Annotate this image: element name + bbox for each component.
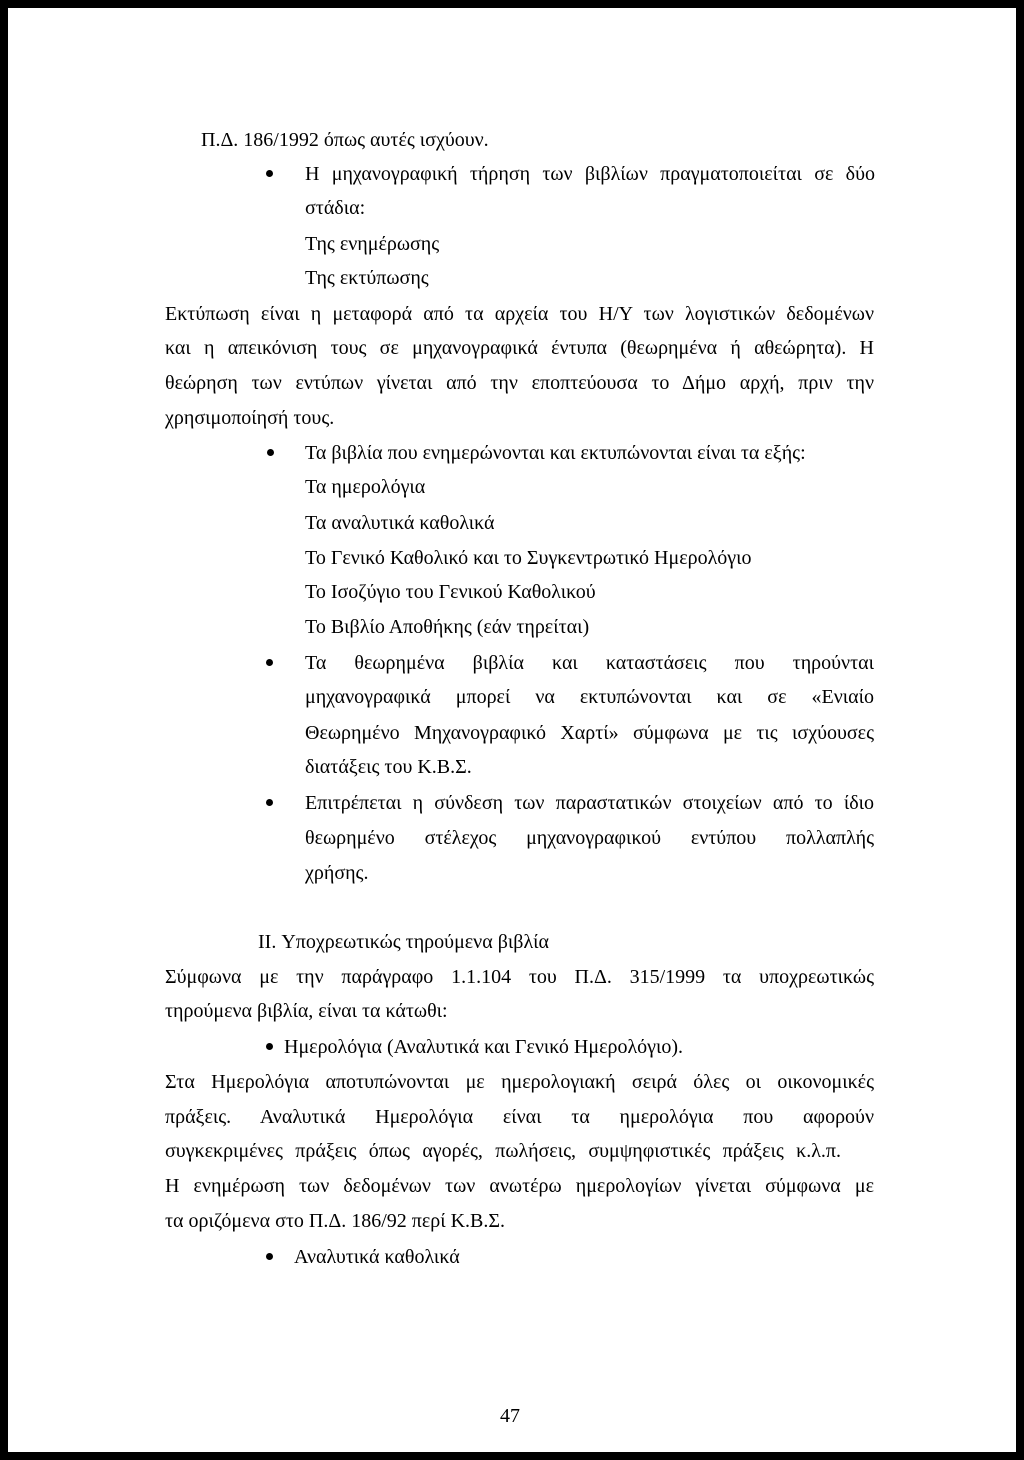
text-line: τα οριζόμενα στο Π.Δ. 186/92 περί Κ.Β.Σ. [165, 1210, 506, 1232]
text-line: πράξεις. Αναλυτικά Ημερολόγια είναι τα ημερολόγια που αφορούν [165, 1106, 874, 1128]
section-heading: II. Υποχρεωτικώς τηρούμενα βιβλία [258, 931, 549, 953]
text-line: Εκτύπωση είναι η μεταφορά από τα αρχεία του Η/Υ των λογιστικών δεδομένων [165, 303, 874, 325]
text-line: μηχανογραφικά μπορεί να εκτυπώνονται και σε «Ενιαίο [305, 686, 874, 708]
text-line: διατάξεις του Κ.Β.Σ. [305, 756, 472, 778]
text-line: Ημερολόγια (Αναλυτικά και Γενικό Ημερολόγιο). [284, 1036, 684, 1058]
text-line: Το Ισοζύγιο του Γενικού Καθολικού [305, 581, 596, 603]
bullet-icon [266, 659, 273, 666]
text-line: Τα αναλυτικά καθολικά [305, 512, 495, 534]
text-line: θεώρηση των εντύπων γίνεται από την εποπτεύουσα το Δήμο αρχή, πριν την [165, 372, 874, 394]
text-line: Θεωρημένο Μηχανογραφικό Χαρτί» σύμφωνα με τις ισχύουσες [305, 722, 874, 744]
bullet-icon [266, 170, 273, 177]
text-line: Τα ημερολόγια [305, 476, 426, 498]
text-line: χρησιμοποίησή τους. [165, 407, 335, 429]
page-number: 47 [500, 1405, 520, 1427]
text-line: και η απεικόνιση τους σε μηχανογραφικά έντυπα (θεωρημένα ή αθεώρητα). Η [165, 337, 874, 359]
bullet-icon [266, 1253, 273, 1260]
document-page [8, 8, 1016, 1452]
text-line: Π.Δ. 186/1992 όπως αυτές ισχύουν. [201, 129, 489, 151]
bullet-icon [266, 799, 273, 806]
text-line: Η μηχανογραφική τήρηση των βιβλίων πραγματοποιείται σε δύο [305, 163, 875, 185]
text-line: στάδια: [305, 197, 366, 219]
text-line: Της ενημέρωσης [305, 233, 440, 255]
text-line: τηρούμενα βιβλία, είναι τα κάτωθι: [165, 1000, 448, 1022]
text-line: Στα Ημερολόγια αποτυπώνονται με ημερολογιακή σειρά όλες οι οικονομικές [165, 1071, 874, 1093]
text-line: Αναλυτικά καθολικά [294, 1246, 460, 1268]
text-line: Της εκτύπωσης [305, 267, 429, 289]
text-line: Σύμφωνα με την παράγραφο 1.1.104 του Π.Δ. 315/1999 τα υποχρεωτικώς [165, 966, 874, 988]
text-line: Επιτρέπεται η σύνδεση των παραστατικών στοιχείων από το ίδιο [305, 792, 874, 814]
bullet-icon [266, 1043, 273, 1050]
text-line: Το Γενικό Καθολικό και το Συγκεντρωτικό Ημερολόγιο [305, 547, 752, 569]
text-line: Το Βιβλίο Αποθήκης (εάν τηρείται) [305, 616, 590, 638]
bullet-icon [267, 449, 274, 456]
text-line: θεωρημένο στέλεχος μηχανογραφικού εντύπου πολλαπλής [305, 827, 874, 849]
text-line: χρήσης. [305, 862, 369, 884]
text-line: Η ενημέρωση των δεδομένων των ανωτέρω ημερολογίων γίνεται σύμφωνα με [165, 1175, 874, 1197]
text-line: συγκεκριμένες πράξεις όπως αγορές, πωλήσεις, συμψηφιστικές πράξεις κ.λ.π. [165, 1140, 841, 1162]
text-line: Τα βιβλία που ενημερώνονται και εκτυπώνονται είναι τα εξής: [305, 442, 806, 464]
text-line: Τα θεωρημένα βιβλία και καταστάσεις που τηρούνται [305, 652, 874, 674]
